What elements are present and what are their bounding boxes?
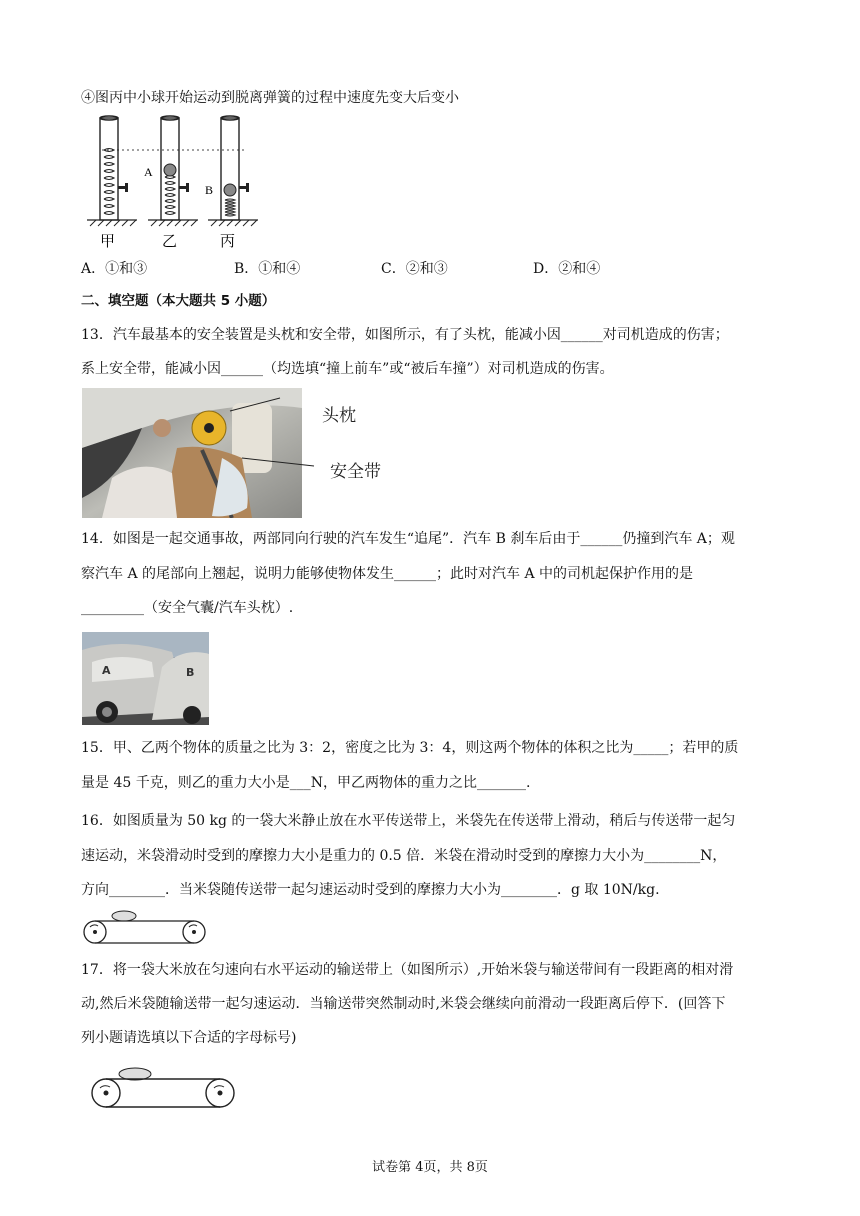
rear-end-collision-figure [82, 632, 209, 725]
conveyor-belt-figure-large [90, 1064, 240, 1114]
q16-line-1: 16．如图质量为 50 kg 的一袋大米静止放在水平传送带上，米袋先在传送带上滑动，稍后与传送带一起匀 [81, 813, 736, 829]
q16-line-3: 方向________．当米袋随传送带一起匀速运动时受到的摩擦力大小为________．g 取 10N/kg. [81, 882, 660, 898]
car-label-a: A [102, 664, 111, 677]
q14-line-1: 14．如图是一起交通事故，两部同向行驶的汽车发生“追尾”．汽车 B 刹车后由于______仍撞到汽车 A；观 [81, 531, 735, 547]
ball-label-b: B [205, 183, 214, 197]
q17-line-2: 动,然后米袋随输送带一起匀速运动．当输送带突然制动时,米袋会继续向前滑动一段距离后停下．(回答下 [81, 996, 726, 1012]
q15-line-1: 15．甲、乙两个物体的质量之比为 3：2，密度之比为 3：4，则这两个物体的体积之比为_____；若甲的质 [81, 740, 739, 756]
q13-line-1: 13．汽车最基本的安全装置是头枕和安全带，如图所示，有了头枕，能减小因______对司机造成的伤害； [81, 327, 729, 343]
crash-dummy-figure [82, 388, 386, 518]
q17-line-1: 17．将一袋大米放在匀速向右水平运动的输送带上（如图所示）,开始米袋与输送带间有一段距离的相对滑 [81, 962, 734, 978]
label-seatbelt: 安全带 [330, 462, 381, 482]
q12-option-c[interactable]: C．②和③ [381, 261, 448, 277]
tube-label-jia: 甲 [100, 232, 116, 250]
label-headrest: 头枕 [322, 406, 356, 426]
q12-statement-4: ④图丙中小球开始运动到脱离弹簧的过程中速度先变大后变小 [81, 90, 459, 106]
q12-option-b[interactable]: B．①和④ [234, 261, 301, 277]
q15-line-2: 量是 45 千克，则乙的重力大小是___N，甲乙两物体的重力之比_______. [81, 775, 531, 791]
q14-line-3: _________（安全气囊/汽车头枕）. [81, 600, 294, 616]
q12-option-d[interactable]: D．②和④ [533, 261, 601, 277]
q13-line-2: 系上安全带，能减小因______（均选填“撞上前车”或“被后车撞”）对司机造成的伤害。 [81, 361, 614, 377]
q12-option-a[interactable]: A．①和③ [81, 261, 148, 277]
q17-line-3: 列小题请选填以下合适的字母标号) [81, 1030, 297, 1046]
spring-tubes-figure [82, 114, 272, 250]
q14-line-2: 察汽车 A 的尾部向上翘起，说明力能够使物体发生______；此时对汽车 A 中的司机起保护作用的是 [81, 566, 694, 582]
q16-line-2: 速运动，米袋滑动时受到的摩擦力大小是重力的 0.5 倍．米袋在滑动时受到的摩擦力大小为________N， [81, 848, 727, 864]
car-label-b: B [186, 666, 195, 679]
page-footer: 试卷第 4页，共 8页 [372, 1160, 488, 1175]
ball-label-a: A [144, 165, 153, 179]
tube-label-bing: 丙 [220, 232, 236, 250]
tube-label-yi: 乙 [162, 232, 178, 250]
conveyor-belt-figure-small [82, 905, 210, 947]
section-heading-fill-in: 二、填空题（本大题共 5 小题） [81, 293, 276, 309]
